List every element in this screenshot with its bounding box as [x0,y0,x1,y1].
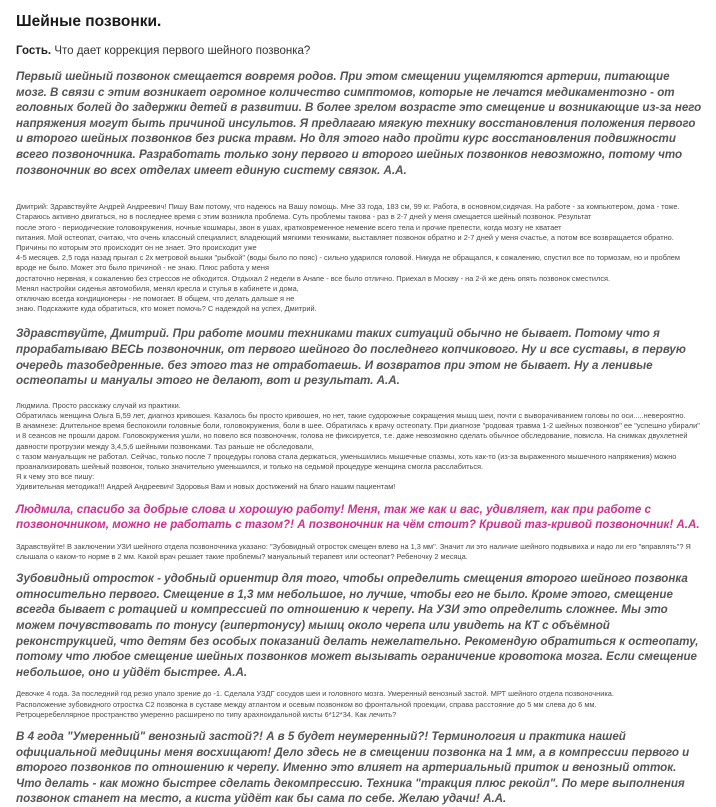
letter-line: достаточно нервная, к сожалению без стрессов не обходится. Отдыхал 2 недели в Анапе - все было отлично. Приехал в Москву - на 2-й же день опять позвонок сместился. [16,273,611,283]
letter-line: В анамнезе: Длительное время беспокоили головные боли, головокружения, боли в шее. Обратилась к врачу остеопату. При диагнозе "родовая травма 1-2 шейных позвонков" ее "успешно убирали" и 8 сеансов не прошли даром. Головокружения ушли, но повело вся позвоночник, голова не фиксируется, т.е. даже невозможно сделать обычное обследование, повисла. На снимках двухлетней давности протрузии между 3,4,5,6 шейными позвонками. Таз раньше не обследовали, [16,421,700,451]
letter-line: Девочке 4 года. За последний год резко упало зрение до -1. Сделала УЗДГ сосудов шеи и головного мозга. Умеренный венозный застой. МРТ шейного отдела позвоночника. [16,689,614,699]
letter-lyudmila [16,401,702,493]
letter-line: Людмила. Просто расскажу случай из практики. [16,400,181,410]
letter-line: Я к чему это все пишу: [16,472,95,482]
letter-line: Расположение зубовидного отростка С2 позвонка в суставе между атлантом и осевым позвонком во фронтальной проекции, справа расстояние до 5 мм слева до 6 мм. [16,699,597,709]
letter-line: с тазом мануальщик не работал. Сейчас, только после 7 процедуры голова стала держаться, уменьшились мышечные спазмы, хоть как-то (из-за выраженного мышечного напряжения) можно проанализировать шейный позвонок, только значительно уменьшился, и только на седьмой процедуре женщина смогла расслабиться. [16,451,677,471]
letter-line: Ретроцеребеллярное пространство умеренно расширено по типу арахноидальной кисты 6*12*34. Как лечить? [16,709,397,719]
answer-first-vertebra: Первый шейный позвонок смещается вовремя родов. При этом смещении ущемляются артерии, питающие мозг. В связи с этим возникает огромное количество симптомов, которые не лечатся медикаментозно - от головных болей до задержки детей в развитии. В более зрелом возрасте это смещение и возникающие из-за него напряжения могут быть причиной инсультов. Я предлагаю мягкую технику восстановления положения первого и второго шейных позвонков без риска травм. Но для этого надо пройти курс восстановления подвижности всего позвоночника. Разработать только зону первого и второго шейных позвонков невозможно, потому что позвоночник во всех отделах имеет единую систему связок. А.А. [16,70,702,177]
guest-label: Гость. [16,45,52,57]
letter-line: отключаю всегда кондиционеры - не помогает. В общем, что делать дальше я не [16,293,295,303]
letter-line: после этого - периодические головокружения, ночные кошмары, звон в ушах, кратковременное немение всего тела и прочие препести, когда мозгу не хватает [16,222,562,232]
answer-lyudmila: Людмила, спасибо за добрые слова и хорошую работу! Меня, так же как и вас, удивляет, как при работе с позвоночником, можно не работать с тазом?! А позвоночник на чём стоит? Кривой таз-кривой позвоночник! А.А. [16,502,700,532]
page-title: Шейные позвонки. [16,13,162,30]
letter-line: Удивительная методика!!! Андрей Андреевич! Здоровья Вам и новых достижений на благо нашим пациентам! [16,482,396,492]
letter-line: 4-5 месяцев. 2,5 года назад прыгал с 2х метровой вышки "рыбкой" (воды было по пояс) - сильно ударился головой. Никуда не обращался, к сожалению, спустил все по тормозам, но и проблем вроде не было. Может это было причиной - не знаю. Плюс работа у меня [16,253,680,273]
letter-line: Здравствуйте! В заключении УЗИ шейного отдела позвоночника указано: "Зубовидный отросток смещен влево на 1,3 мм". Значит ли это наличие шейного подвывиха и надо ли его "вправлять"? Я слышала о каком-то норме в 2 мм. Какой врач решает такие проблемы? мануальный терапевт или остеопат? Ребеночку 2 месяца. [16,541,691,561]
letter-infant-ultrasound [16,542,702,562]
answer-girl-four-years: В 4 года "Умеренный" венозный застой?! А в 5 будет неумеренный?! Терминология и практика нашей официальной медицины меня восхищают! Дело здесь не в смещении позвонка на 1 мм, а в компрессии первого и второго позвонков по отношению к черепу. Именно это влияет на артериальный приток и венозный отток. Что делать - как можно быстрее сделать декомпрессию. Техника "тракция плюс рекойл". По мере выполнения позвонок станет на место, а киста уйдёт как бы сама по себе. Желаю удачи! А.А. [16,729,690,806]
letter-line: Менял настройки сиденья автомобиля, менял кресла и стулья в кабинете и дома, [16,283,299,293]
letter-line: знаю. Подскажите куда обратиться, кто может помочь? С надеждой на успех, Дмитрий. [16,304,317,314]
answer-dmitry: Здравствуйте, Дмитрий. При работе моими техниками таких ситуаций обычно не бывает. Потому что я прорабатываю ВЕСЬ позвоночник, от первого шейного до последнего копчикового. Ну и все суставы, в первую очередь тазобедренные. без этого таз не отработаешь. И возвратов при этом не бывает. Ну а ленивые остеопаты и мануалы этого не делают, вот и результат. А.А. [16,327,686,388]
letter-line: Дмитрий: Здравствуйте Андрей Андреевич! Пишу Вам потому, что надеюсь на Вашу помощь. Мне 33 года, 183 см, 99 кг. Работа, в основном,сидячая. На работе - за компьютером, дома - тоже. Стараюсь активно двигаться, но в последнее время с этим возникла проблема. Суть проблемы такова - раз в 2-7 дней у меня смещается шейный позвонок. Результат [16,202,680,222]
letter-line: Обратилась женщина Ольга Б,59 лет, диагноз кривошея. Казалось бы просто кривошея, но нет, такие судорожные сокращения мышц шеи, почти с выворачиванием головы по оси.....невероятно. [16,410,686,420]
guest-question [16,44,702,58]
answer-infant-ultrasound: Зубовидный отросток - удобный ориентир для того, чтобы определить смещения второго шейного позвонка относительно первого. Смещение в 1,3 мм небольшое, но лучше, чтобы его не было. Кроме этого, смещение всегда бывает с ротацией и компрессией по отношению к черепу. На УЗИ это определить сложнее. Мы это можем почувствовать по тонусу (гипертонусу) мышц около черепа или увидеть на КТ с объёмной реконструкцией, что детям без особых показаний делать нежелательно. Рекомендую обратиться к остеопату, потому что любое смещение шейных позвонков может вызывать ограничение кровотока мозга. Если смещение небольшое, оно и уйдёт быстрее. А.А. [16,572,699,679]
guest-question-text: Что дает коррекция первого шейного позвонка? [54,45,311,57]
letter-dmitry [16,202,702,314]
letter-girl-four-years [16,689,702,720]
letter-line: питания. Мой остеопат, считаю, что очень классный специалист, владеющий мягкими техниками, выставляет позвонок обратно и 2-7 дней у меня счастье, а потом все возвращается обратно. Причины по которым это происходит он не знает. Это происходит уже [16,232,674,252]
